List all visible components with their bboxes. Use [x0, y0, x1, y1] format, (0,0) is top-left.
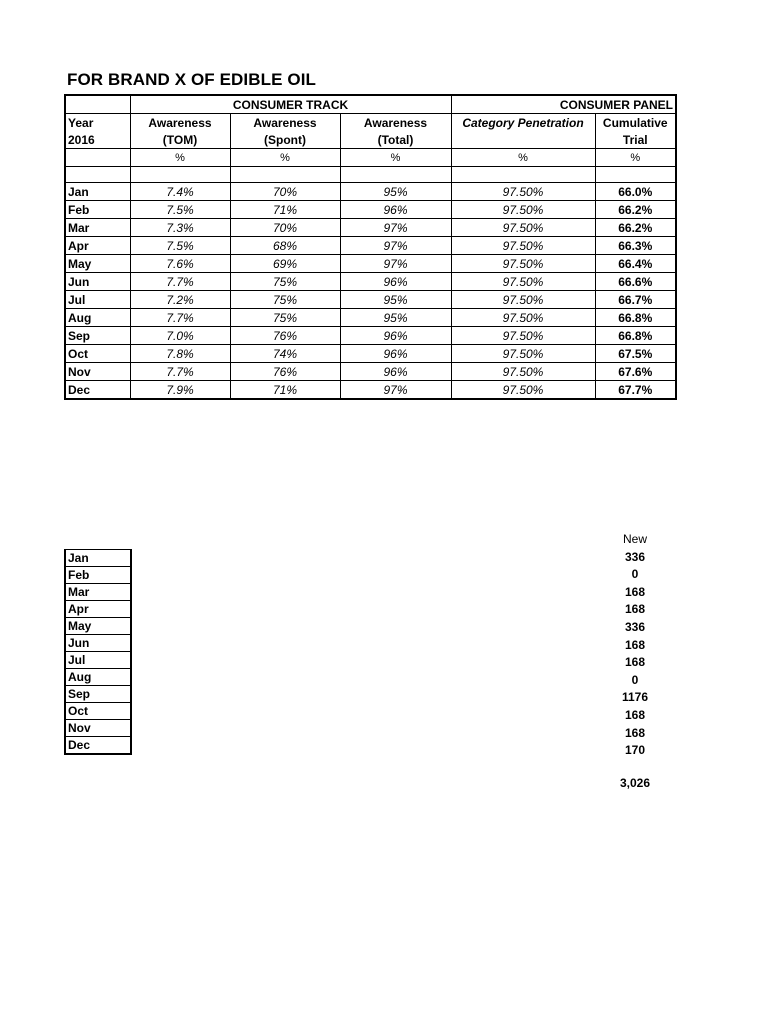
- awareness-tom-cell: 7.4%: [130, 183, 230, 201]
- lower-month-cell: May: [65, 618, 131, 635]
- new-value-cell: 168: [624, 725, 646, 740]
- header-blank-cell: [65, 95, 130, 114]
- list-item: [65, 703, 131, 720]
- awareness-tom-cell: 7.2%: [130, 291, 230, 309]
- spacer-cell: [451, 167, 595, 183]
- awareness-spont-cell: 71%: [230, 201, 340, 219]
- col-header-total-1: Awareness: [340, 114, 451, 132]
- unit-spont: %: [230, 149, 340, 167]
- awareness-tom-cell: 7.7%: [130, 309, 230, 327]
- lower-month-cell: Feb: [65, 567, 131, 584]
- cumulative-trial-cell: 67.6%: [595, 363, 676, 381]
- unit-category-penetration: %: [451, 149, 595, 167]
- spacer-cell: [230, 167, 340, 183]
- new-value-cell: 0: [631, 567, 639, 582]
- awareness-spont-cell: 69%: [230, 255, 340, 273]
- month-cell: Mar: [65, 219, 130, 237]
- lower-month-cell: Oct: [65, 703, 131, 720]
- lower-month-cell: Aug: [65, 669, 131, 686]
- table-row: [65, 219, 676, 237]
- new-value-cell: 168: [624, 655, 646, 670]
- table-row: [65, 183, 676, 201]
- spacer-cell: [340, 167, 451, 183]
- spacer-cell: [130, 167, 230, 183]
- year-label: Year: [65, 114, 130, 132]
- lower-month-cell: Jan: [65, 550, 131, 567]
- awareness-spont-cell: 71%: [230, 381, 340, 400]
- col-header-tom-1: Awareness: [130, 114, 230, 132]
- category-penetration-cell: 97.50%: [451, 273, 595, 291]
- new-total: 3,026: [619, 776, 651, 790]
- category-penetration-cell: 97.50%: [451, 381, 595, 400]
- col-header-tom-2: (TOM): [130, 131, 230, 149]
- list-item: [65, 635, 131, 652]
- spacer-cell: [595, 167, 676, 183]
- lower-month-cell: Sep: [65, 686, 131, 703]
- table-row: [65, 201, 676, 219]
- cumulative-trial-cell: 66.8%: [595, 309, 676, 327]
- awareness-tom-cell: 7.6%: [130, 255, 230, 273]
- awareness-tom-cell: 7.5%: [130, 237, 230, 255]
- category-penetration-cell: 97.50%: [451, 327, 595, 345]
- new-value-cell: 168: [624, 584, 646, 599]
- list-item: [65, 550, 131, 567]
- cumulative-trial-cell: 66.2%: [595, 201, 676, 219]
- awareness-tom-cell: 7.0%: [130, 327, 230, 345]
- consumer-track-group-header: CONSUMER TRACK: [130, 95, 451, 114]
- awareness-spont-cell: 75%: [230, 309, 340, 327]
- col-header-spont-1: Awareness: [230, 114, 340, 132]
- page-title: FOR BRAND X OF EDIBLE OIL: [67, 70, 316, 89]
- list-item: [65, 601, 131, 618]
- new-value-cell: 168: [624, 637, 646, 652]
- awareness-spont-cell: 76%: [230, 327, 340, 345]
- month-cell: Feb: [65, 201, 130, 219]
- awareness-total-cell: 95%: [340, 309, 451, 327]
- cumulative-trial-cell: 66.7%: [595, 291, 676, 309]
- category-penetration-cell: 97.50%: [451, 201, 595, 219]
- awareness-total-cell: 97%: [340, 219, 451, 237]
- category-penetration-cell: 97.50%: [451, 219, 595, 237]
- category-penetration-cell: 97.50%: [451, 255, 595, 273]
- col-header-category-penetration-2: [451, 131, 595, 149]
- month-cell: May: [65, 255, 130, 273]
- lower-month-cell: Apr: [65, 601, 131, 618]
- month-cell: Jan: [65, 183, 130, 201]
- unit-total: %: [340, 149, 451, 167]
- spacer-cell: [65, 167, 130, 183]
- awareness-total-cell: 96%: [340, 327, 451, 345]
- col-header-cumulative-2: Trial: [595, 131, 676, 149]
- new-column-header: New: [622, 532, 647, 546]
- cumulative-trial-cell: 66.2%: [595, 219, 676, 237]
- table-row: [65, 237, 676, 255]
- category-penetration-cell: 97.50%: [451, 183, 595, 201]
- list-item: [65, 584, 131, 601]
- month-cell: Nov: [65, 363, 130, 381]
- new-value-cell: 168: [624, 602, 646, 617]
- month-cell: Jun: [65, 273, 130, 291]
- awareness-tom-cell: 7.9%: [130, 381, 230, 400]
- month-cell: Sep: [65, 327, 130, 345]
- unit-tom: %: [130, 149, 230, 167]
- consumer-panel-group-header: CONSUMER PANEL: [451, 95, 676, 114]
- cumulative-trial-cell: 67.7%: [595, 381, 676, 400]
- cumulative-trial-cell: 66.3%: [595, 237, 676, 255]
- new-value-cell: 336: [624, 549, 646, 564]
- category-penetration-cell: 97.50%: [451, 291, 595, 309]
- awareness-total-cell: 96%: [340, 363, 451, 381]
- month-cell: Oct: [65, 345, 130, 363]
- cumulative-trial-cell: 67.5%: [595, 345, 676, 363]
- category-penetration-cell: 97.50%: [451, 309, 595, 327]
- month-cell: Dec: [65, 381, 130, 400]
- month-cell: Jul: [65, 291, 130, 309]
- new-value-cell: 1176: [621, 690, 649, 705]
- lower-month-cell: Dec: [65, 737, 131, 755]
- table-row: [65, 381, 676, 400]
- new-value-cell: 336: [624, 619, 646, 634]
- awareness-spont-cell: 68%: [230, 237, 340, 255]
- year-value: 2016: [65, 131, 130, 149]
- new-value-cell: 168: [624, 707, 646, 722]
- col-header-cumulative-1: Cumulative: [595, 114, 676, 132]
- lower-month-cell: Nov: [65, 720, 131, 737]
- lower-month-cell: Jul: [65, 652, 131, 669]
- unit-blank-cell: [65, 149, 130, 167]
- table-row: [65, 327, 676, 345]
- awareness-total-cell: 96%: [340, 273, 451, 291]
- awareness-tom-cell: 7.7%: [130, 363, 230, 381]
- list-item: [65, 618, 131, 635]
- new-value-cell: 170: [624, 743, 646, 758]
- awareness-spont-cell: 70%: [230, 183, 340, 201]
- awareness-spont-cell: 75%: [230, 273, 340, 291]
- awareness-total-cell: 96%: [340, 201, 451, 219]
- month-cell: Apr: [65, 237, 130, 255]
- cumulative-trial-cell: 66.4%: [595, 255, 676, 273]
- table-row: [65, 273, 676, 291]
- table-row: [65, 363, 676, 381]
- awareness-total-cell: 97%: [340, 381, 451, 400]
- list-item: [65, 652, 131, 669]
- cumulative-trial-cell: 66.8%: [595, 327, 676, 345]
- awareness-total-cell: 95%: [340, 183, 451, 201]
- list-item: [65, 567, 131, 584]
- col-header-category-penetration: Category Penetration: [451, 114, 595, 132]
- lower-month-list: [64, 549, 132, 755]
- list-item: [65, 737, 131, 755]
- list-item: [65, 720, 131, 737]
- awareness-tom-cell: 7.3%: [130, 219, 230, 237]
- awareness-total-cell: 95%: [340, 291, 451, 309]
- awareness-tom-cell: 7.5%: [130, 201, 230, 219]
- awareness-total-cell: 97%: [340, 237, 451, 255]
- category-penetration-cell: 97.50%: [451, 363, 595, 381]
- awareness-spont-cell: 74%: [230, 345, 340, 363]
- table-row: [65, 291, 676, 309]
- col-header-spont-2: (Spont): [230, 131, 340, 149]
- list-item: [65, 686, 131, 703]
- new-value-cell: 0: [631, 672, 639, 687]
- awareness-total-cell: 97%: [340, 255, 451, 273]
- awareness-spont-cell: 75%: [230, 291, 340, 309]
- cumulative-trial-cell: 66.0%: [595, 183, 676, 201]
- category-penetration-cell: 97.50%: [451, 237, 595, 255]
- awareness-tom-cell: 7.7%: [130, 273, 230, 291]
- unit-cumulative-trial: %: [595, 149, 676, 167]
- new-column: [605, 531, 665, 760]
- awareness-total-cell: 96%: [340, 345, 451, 363]
- lower-month-cell: Jun: [65, 635, 131, 652]
- lower-month-cell: Mar: [65, 584, 131, 601]
- cumulative-trial-cell: 66.6%: [595, 273, 676, 291]
- awareness-tom-cell: 7.8%: [130, 345, 230, 363]
- category-penetration-cell: 97.50%: [451, 345, 595, 363]
- table-row: [65, 345, 676, 363]
- table-row: [65, 255, 676, 273]
- list-item: [65, 669, 131, 686]
- table-row: [65, 309, 676, 327]
- brand-tracking-table: [64, 94, 677, 400]
- col-header-total-2: (Total): [340, 131, 451, 149]
- awareness-spont-cell: 76%: [230, 363, 340, 381]
- month-cell: Aug: [65, 309, 130, 327]
- awareness-spont-cell: 70%: [230, 219, 340, 237]
